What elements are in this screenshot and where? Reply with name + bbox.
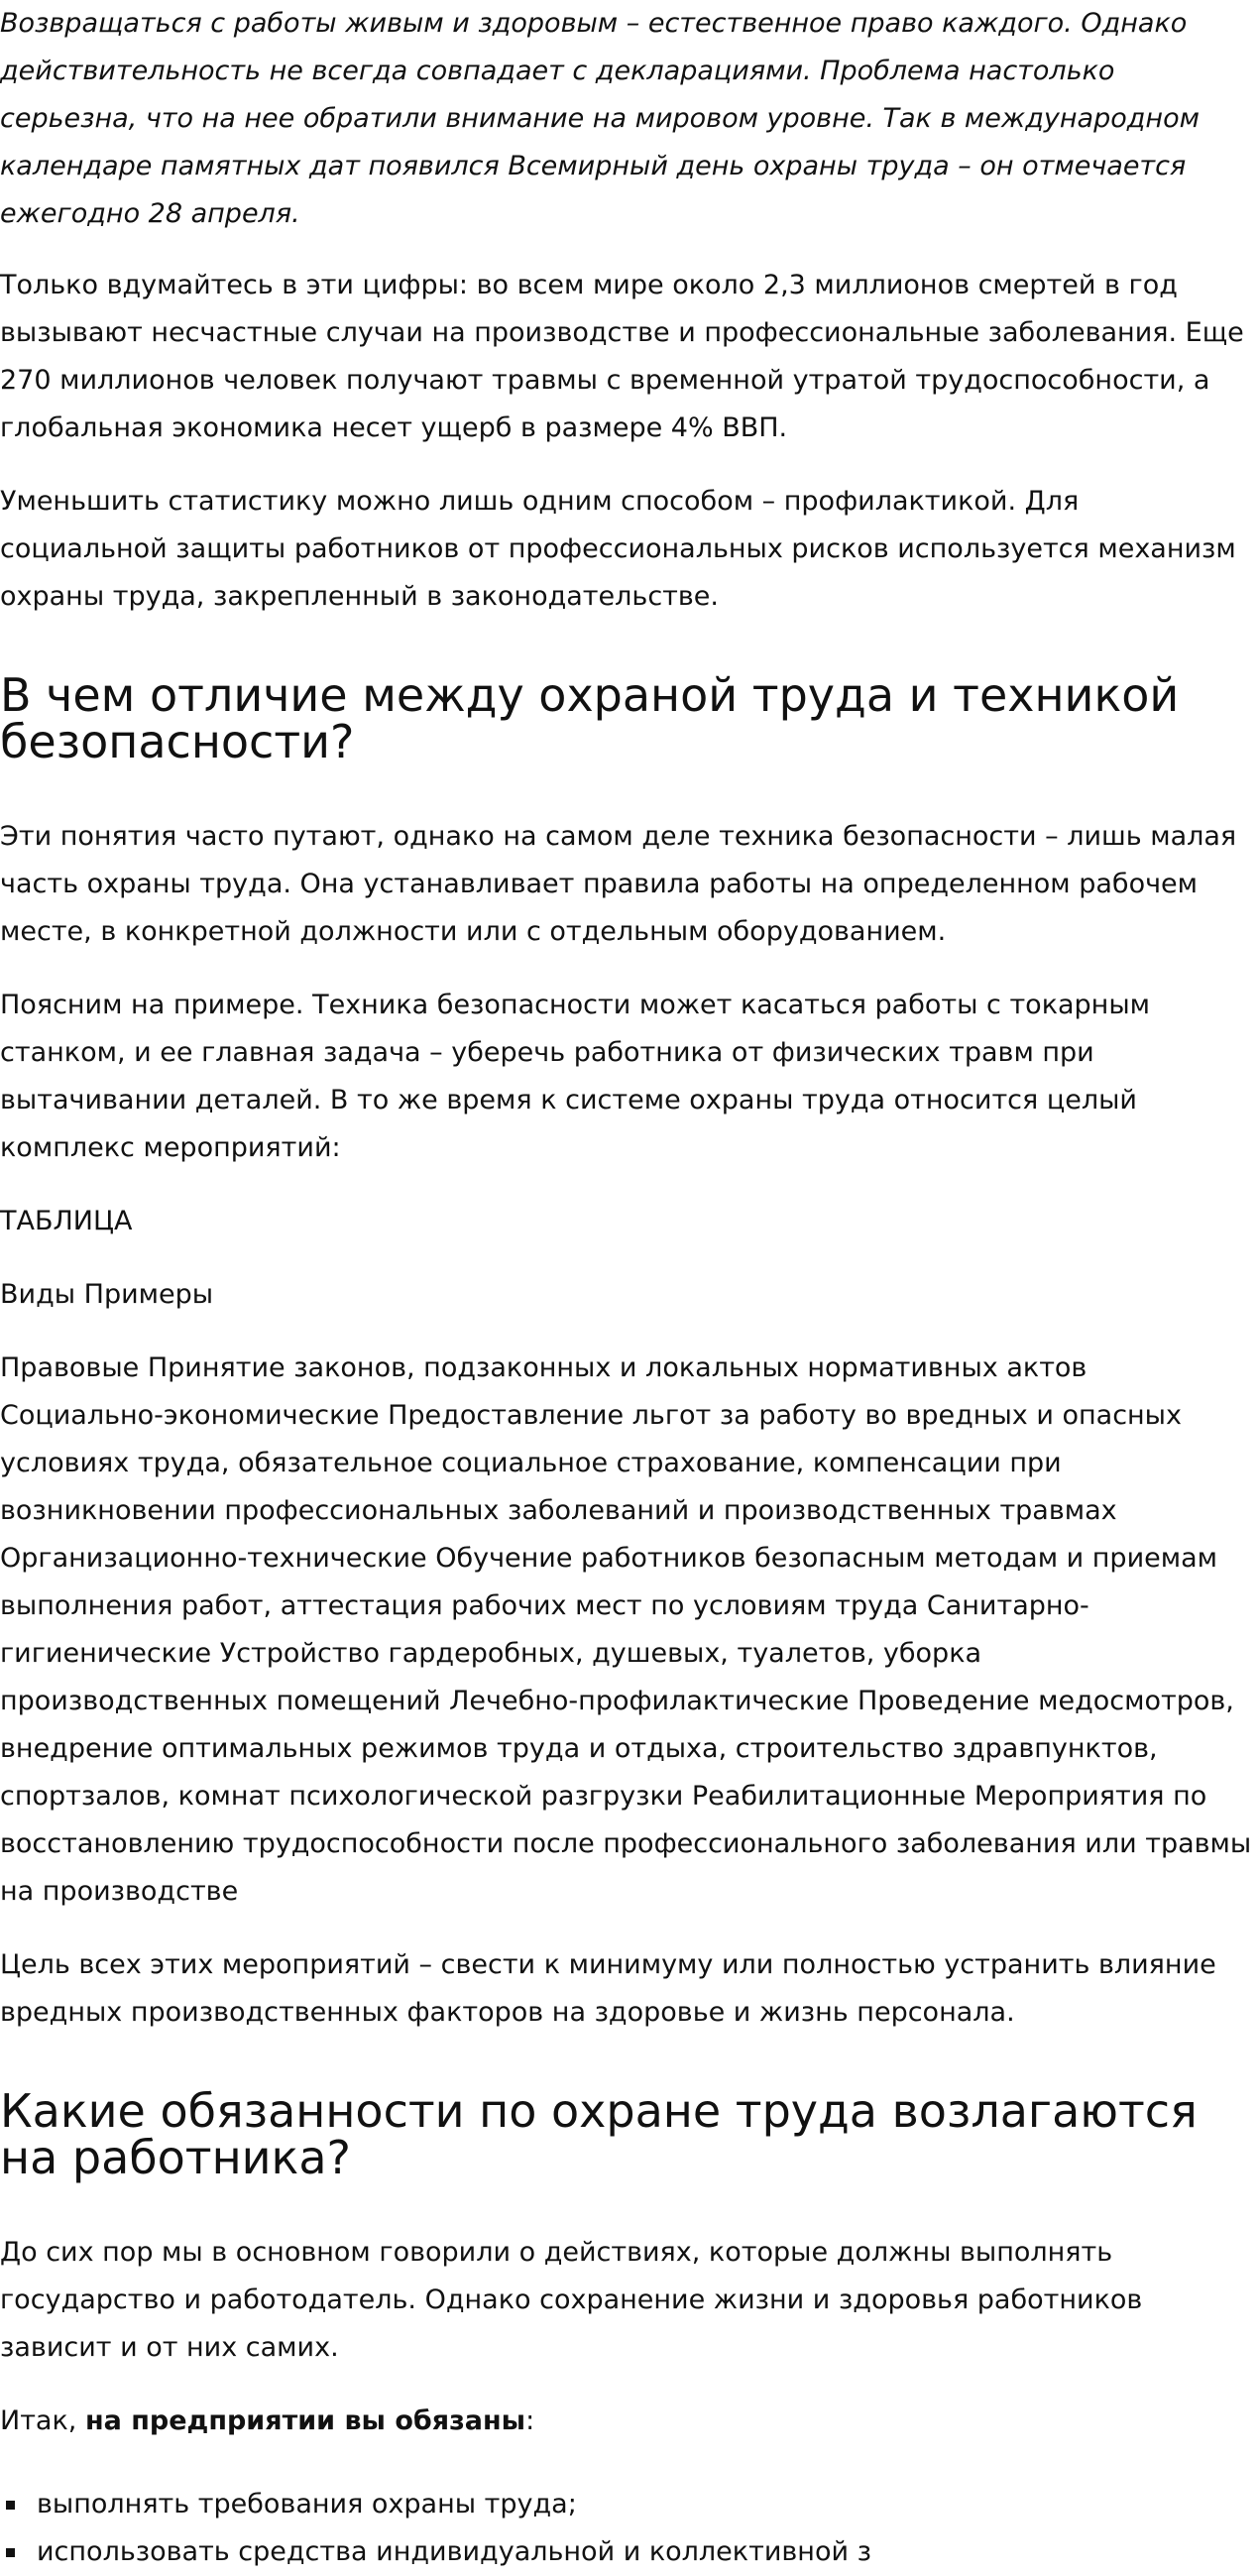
prevention-paragraph: Уменьшить статистику можно лишь одним способом – профилактикой. Для социальной защиты работников от профессиональных рисков используется механизм охраны труда, закрепленный в законодательстве.: [0, 486, 1236, 612]
intro-paragraph: Возвращаться с работы живым и здоровым – естественное право каждого. Однако действительность не всегда совпадает с декларациями. Проблема настолько серьезна, что на нее обратили внимание на мировом уровне. Так в международном календаре памятных дат появился Всемирный день охраны труда – он отмечается ежегодно 28 апреля.: [0, 8, 1200, 229]
table-label: ТАБЛИЦА: [0, 1206, 133, 1236]
duties-list: [0, 2481, 1253, 2576]
square-bullet-icon: [6, 2548, 15, 2557]
section-heading-difference: В чем отличие между охраной труда и техникой безопасности?: [0, 668, 1180, 768]
list-item: [0, 2481, 1253, 2528]
duties-lead-prefix: Итак,: [0, 2405, 85, 2436]
list-item-text: выполнять требования охраны труда;: [37, 2489, 577, 2519]
duties-lead-suffix: :: [525, 2405, 535, 2436]
duties-intro-paragraph: До сих пор мы в основном говорили о действиях, которые должны выполнять государство и работодатель. Однако сохранение жизни и здоровья работников зависит и от них самих.: [0, 2237, 1143, 2363]
difference-paragraph: Эти понятия часто путают, однако на самом деле техника безопасности – лишь малая часть охраны труда. Она устанавливает правила работы на определенном рабочем месте, в конкретной должности или с отдельным оборудованием.: [0, 821, 1237, 947]
section-heading-duties: Какие обязанности по охране труда возлагаются на работника?: [0, 2084, 1198, 2184]
statistics-paragraph: Только вдумайтесь в эти цифры: во всем мире около 2,3 миллионов смертей в год вызывают несчастные случаи на производстве и профессиональные заболевания. Еще 270 миллионов человек получают травмы с временной утратой трудоспособности, а глобальная экономика несет ущерб в размере 4% ВВП.: [0, 270, 1244, 443]
table-header-row: Виды Примеры: [0, 1279, 214, 1310]
list-item-text: использовать средства индивидуальной и коллективной з: [37, 2536, 871, 2567]
duties-lead-bold: на предприятии вы обязаны: [84, 2405, 526, 2436]
table-body-text: Правовые Принятие законов, подзаконных и локальных нормативных актов Социально-экономические Предоставление льгот за работу во вредных и опасных условиях труда, обязательное социальное страхование, компенсации при возникновении профессиональных заболеваний и производственных травмах Организационно-технические Обучение работников безопасным методам и приемам выполнения работ, аттестация рабочих мест по условиям труда Санитарно-гигиенические Устройство гардеробных, душевых, туалетов, уборка производственных помещений Лечебно-профилактические Проведение медосмотров, внедрение оптимальных режимов труда и отдыха, строительство здравпунктов, спортзалов, комнат психологической разгрузки Реабилитационные Мероприятия по восстановлению трудоспособности после профессионального заболевания или травмы на производстве: [0, 1352, 1252, 1907]
duties-lead-paragraph: [0, 2398, 1253, 2445]
goal-paragraph: Цель всех этих мероприятий – свести к минимуму или полностью устранить влияние вредных производственных факторов на здоровье и жизнь персонала.: [0, 1949, 1216, 2028]
list-item: [0, 2528, 1253, 2576]
square-bullet-icon: [6, 2501, 15, 2510]
example-paragraph: Поясним на примере. Техника безопасности может касаться работы с токарным станком, и ее главная задача – уберечь работника от физических травм при вытачивании деталей. В то же время к системе охраны труда относится целый комплекс мероприятий:: [0, 990, 1151, 1163]
